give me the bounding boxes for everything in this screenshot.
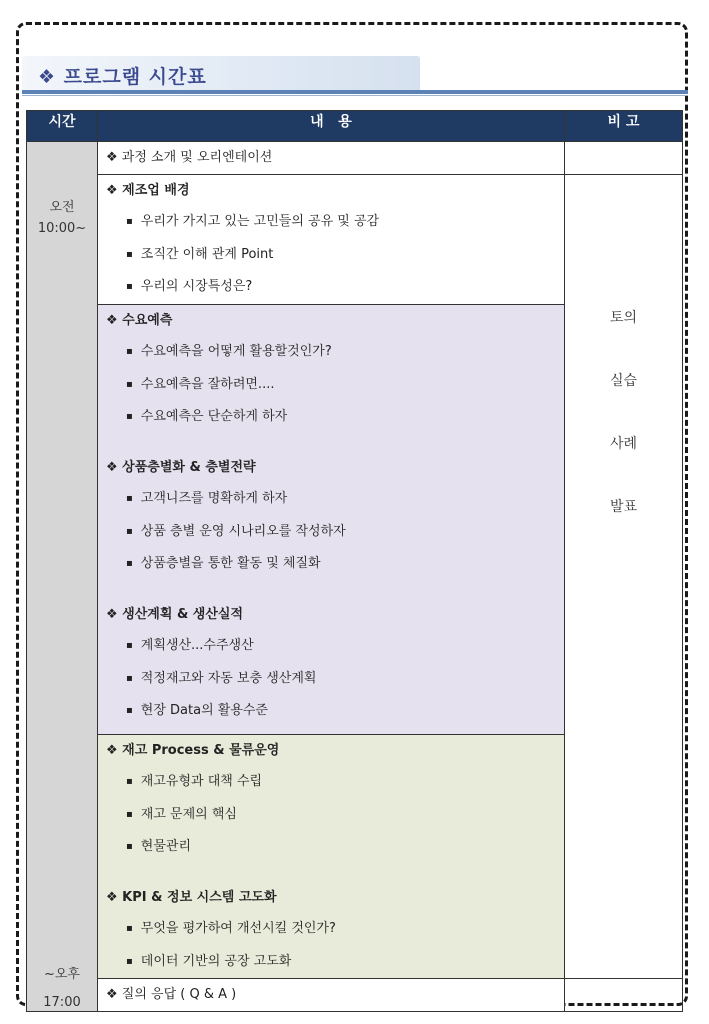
list-item: ▪ 상품 층별 운영 시나리오를 작성하자 (106, 516, 564, 549)
list-item: ▪ 조직간 이해 관계 Point (106, 239, 564, 272)
row-qa (98, 979, 565, 1012)
page-title: ❖ 프로그램 시간표 (38, 66, 207, 88)
note-presentation: 발표 (609, 498, 638, 515)
list-item: ▪ 우리가 가지고 있는 고민들의 공유 및 공감 (106, 206, 564, 239)
schedule-table (26, 110, 683, 1012)
note-case: 사례 (609, 435, 638, 452)
section-title: ❖ 수요예측 (106, 312, 173, 328)
time-column (27, 142, 98, 1012)
list-item: ▪ 현물관리 (106, 831, 564, 864)
section-title: ❖ 생산계획 & 생산실적 (106, 606, 244, 622)
header-time: 시간 (27, 111, 98, 142)
section-title: ❖ 재고 Process & 물류운영 (106, 742, 280, 758)
list-item: ▪ 상품층별을 통한 활동 및 체질화 (106, 548, 564, 581)
list-item: ▪ 고객니즈를 명확하게 하자 (106, 483, 564, 516)
row-inventory-kpi (98, 734, 565, 979)
list-item: ▪ 우리의 시장특성은? (106, 271, 564, 304)
list-item: ▪ 수요예측은 단순하게 하자 (106, 401, 564, 434)
row-intro (98, 142, 565, 175)
list-item: ▪ 적정재고와 자동 보충 생산계획 (106, 663, 564, 696)
list-item: ▪ 계획생산...수주생산 (106, 630, 564, 663)
note-practice: 실습 (609, 372, 638, 389)
list-item: ▪ 재고유형과 대책 수립 (106, 766, 564, 799)
section-title: ❖ KPI & 정보 시스템 고도화 (106, 889, 277, 905)
section-title: ❖ 제조업 배경 (106, 182, 190, 198)
note-discussion: 토의 (609, 309, 638, 326)
title-underline-thin (22, 95, 688, 96)
title-underline (22, 90, 688, 94)
header-note: 비 고 (565, 111, 683, 142)
row-manufacturing-background (98, 174, 565, 304)
list-item: ▪ 수요예측을 어떻게 활용할것인가? (106, 336, 564, 369)
list-item: ▪ 무엇을 평가하여 개선시킬 것인가? (106, 913, 564, 946)
list-item: ▪ 수요예측을 잘하려면.... (106, 369, 564, 402)
time-am-start: 10:00~ (37, 221, 87, 236)
note-cell-qa (565, 979, 683, 1012)
list-item: ▪ 현장 Data의 활용수준 (106, 695, 564, 728)
header-content: 내 용 (98, 111, 565, 142)
row-demand-production (98, 304, 565, 734)
time-pm-label: ~오후 (43, 967, 80, 982)
list-item: ▪ 재고 문제의 핵심 (106, 799, 564, 832)
intro-text: ❖ 과정 소개 및 오리엔테이션 (106, 150, 273, 165)
section-title: ❖ 상품층별화 & 층별전략 (106, 459, 256, 475)
note-column (565, 174, 683, 979)
time-am-label: 오전 (49, 200, 75, 215)
time-pm-end: 17:00 (43, 995, 81, 1010)
note-cell-intro (565, 142, 683, 175)
qa-text: ❖ 질의 응답 ( Q & A ) (106, 987, 237, 1002)
list-item: ▪ 데이터 기반의 공장 고도화 (106, 946, 564, 979)
